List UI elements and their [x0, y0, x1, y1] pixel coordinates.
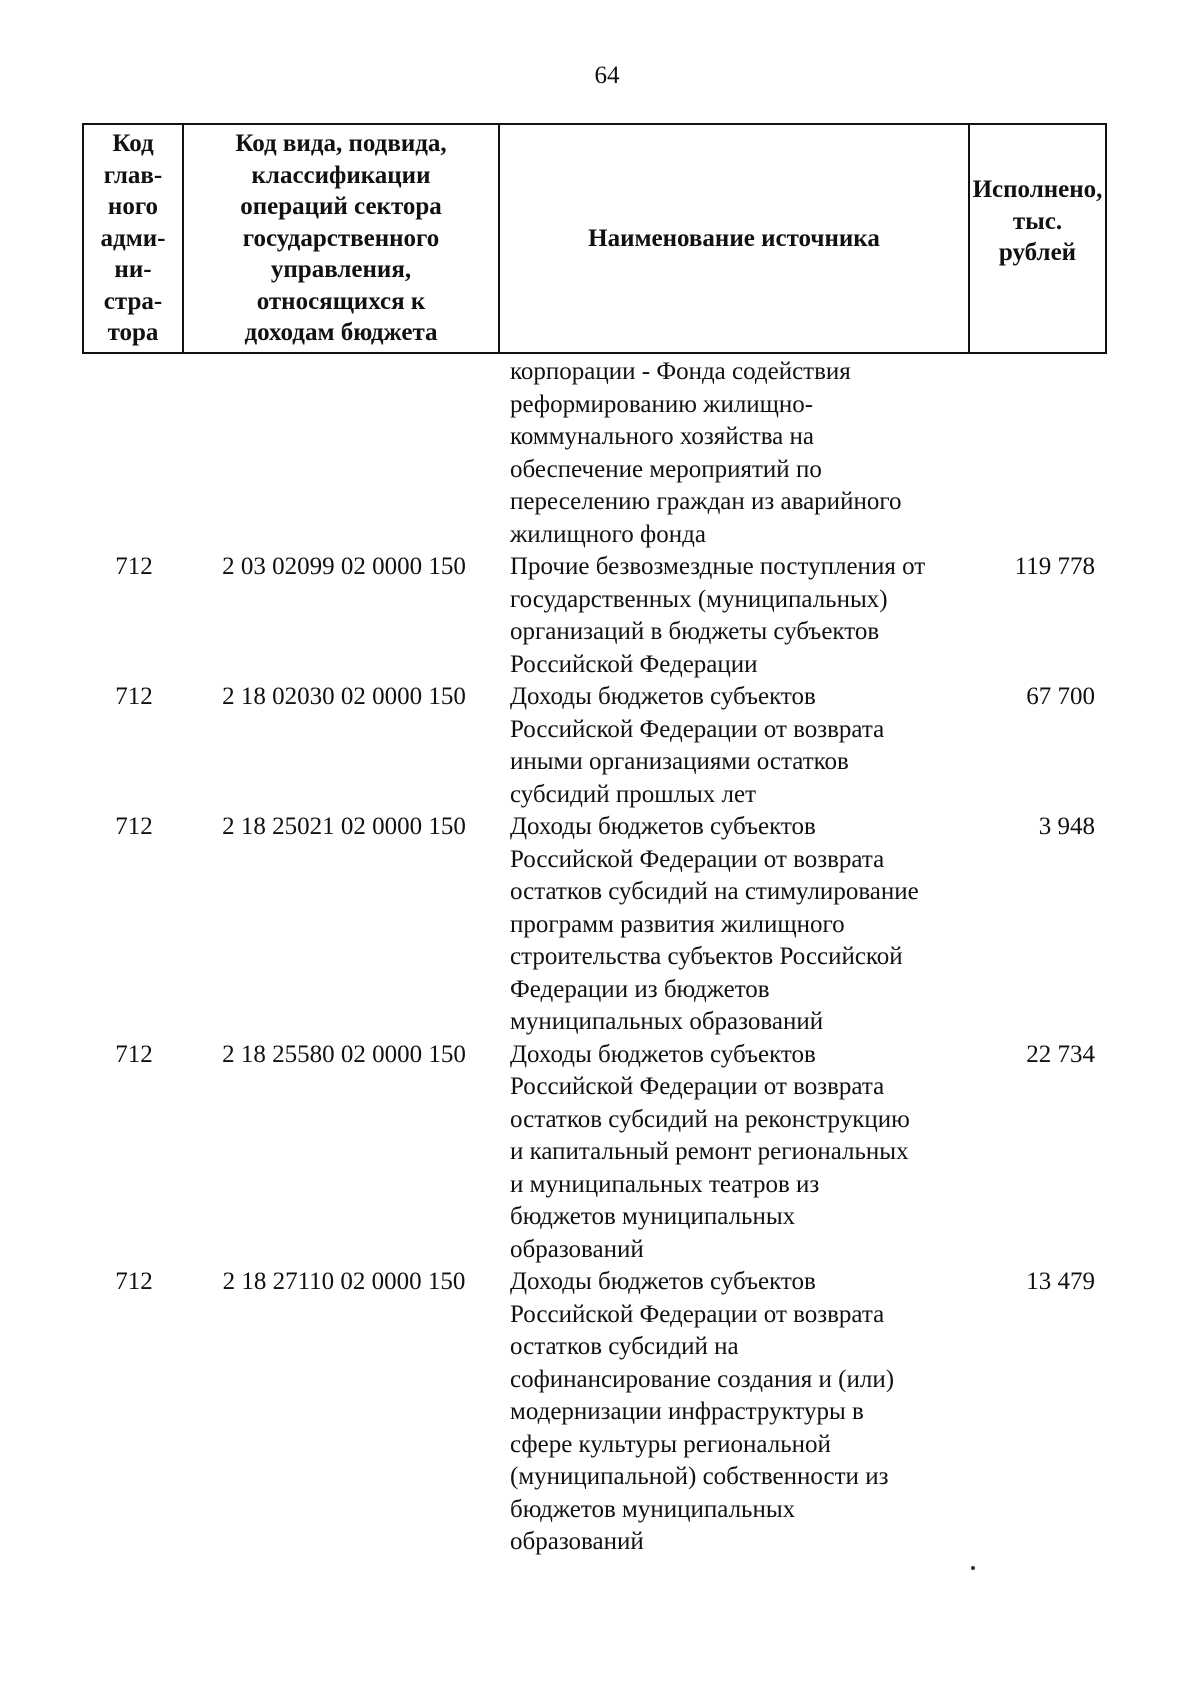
- admin-code-cell: 712: [115, 1268, 153, 1295]
- admin-code-cell: 712: [115, 813, 153, 840]
- header-source-name-label: Наименование источника: [588, 224, 880, 252]
- table-row: [82, 811, 1107, 1039]
- admin-code-cell: 712: [115, 1040, 153, 1068]
- scan-speck: [971, 1566, 975, 1570]
- admin-code-cell: 712: [115, 683, 153, 710]
- classification-code-cell: 2 18 27110 02 0000 150: [222, 1268, 466, 1295]
- classification-code-cell: 2 18 25580 02 0000 150: [222, 1040, 466, 1068]
- table-row: [82, 1039, 1107, 1267]
- admin-code-cell: [82, 356, 182, 551]
- amount-cell: 3 948: [1038, 813, 1095, 840]
- header-admin-code: [84, 125, 184, 352]
- amount-cell: 13 479: [1026, 1268, 1095, 1295]
- table-header: [82, 123, 1107, 354]
- amount-cell: 22 734: [1026, 1040, 1095, 1068]
- header-amount-label: Исполнено, тыс. рублей: [972, 176, 1103, 267]
- source-name-cell: Доходы бюджетов субъектов Российской Федерации от возврата остатков субсидий на стимулирование программ развития жилищного строительства субъектов Российской Федерации из бюджетов муниципальных образований: [510, 813, 919, 1035]
- amount-cell: [968, 356, 1103, 551]
- header-source-name: [500, 125, 970, 352]
- table-row: [82, 681, 1107, 811]
- header-classification-code: [184, 125, 500, 352]
- table-row: [82, 551, 1107, 681]
- page-number: 64: [594, 62, 620, 89]
- source-name-cell: Доходы бюджетов субъектов Российской Федерации от возврата остатков субсидий на софинансирование создания и (или) модернизации инфраструктуры в сфере культуры региональной (муниципальной) собственности из бюджетов муниципальных образований: [510, 1268, 895, 1555]
- amount-cell: 119 778: [1014, 553, 1095, 580]
- admin-code-cell: 712: [115, 553, 153, 580]
- classification-code-cell: 2 03 02099 02 0000 150: [222, 553, 466, 580]
- table-row: [82, 1266, 1107, 1559]
- source-name-cell: Прочие безвозмездные поступления от государственных (муниципальных) организаций в бюджеты субъектов Российской Федерации: [510, 553, 926, 678]
- table-body: [82, 356, 1107, 1559]
- classification-code-cell: [182, 356, 498, 551]
- source-name-cell: Доходы бюджетов субъектов Российской Федерации от возврата иными организациями остатков субсидий прошлых лет: [510, 683, 885, 808]
- header-classification-code-label: Код вида, подвида, классификации операций сектора государственного управления, относящихся к доходам бюджета: [235, 130, 447, 347]
- header-amount: [970, 125, 1105, 352]
- source-name-cell: корпорации - Фонда содействия реформированию жилищно- коммунального хозяйства на обеспечение мероприятий по переселению граждан из аварийного жилищного фонда: [510, 358, 902, 548]
- table-row: [82, 356, 1107, 551]
- amount-cell: 67 700: [1026, 683, 1095, 710]
- header-admin-code-label: Код глав- ного адми- ни- стра- тора: [100, 130, 166, 347]
- classification-code-cell: 2 18 25021 02 0000 150: [222, 813, 466, 840]
- source-name-cell: Доходы бюджетов субъектов Российской Федерации от возврата остатков субсидий на реконструкцию и капитальный ремонт региональных и муниципальных театров из бюджетов муниципальных образований: [510, 1040, 910, 1263]
- classification-code-cell: 2 18 02030 02 0000 150: [222, 683, 466, 710]
